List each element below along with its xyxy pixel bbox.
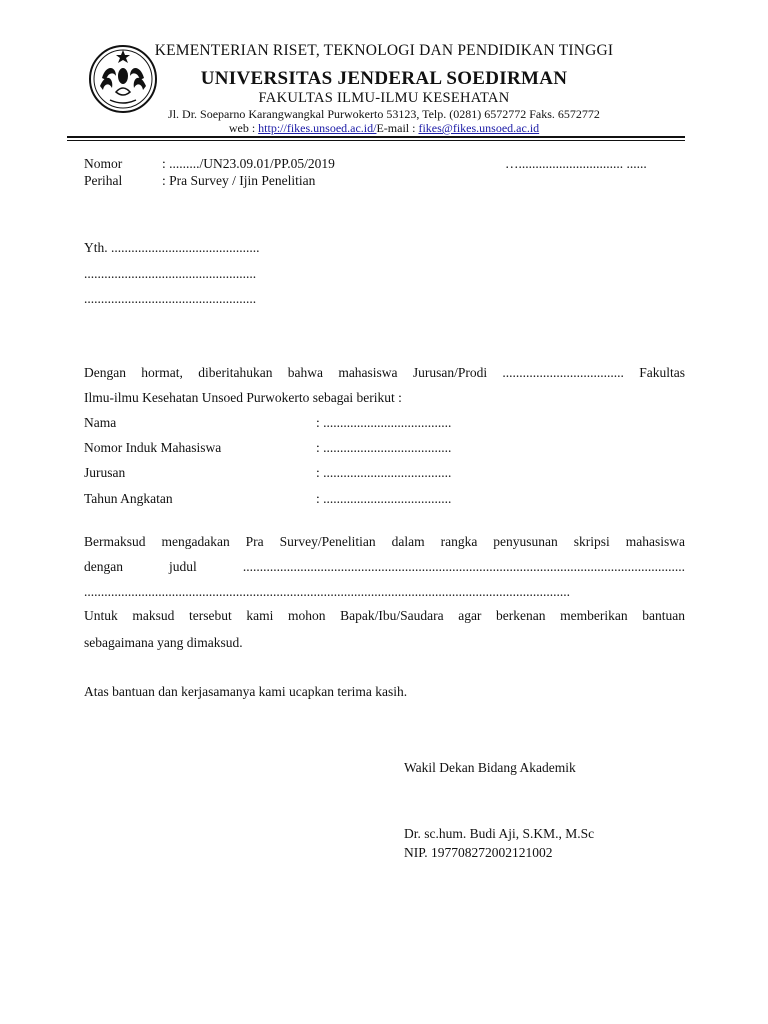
web-link[interactable]: http://fikes.unsoed.ac.id/: [258, 121, 377, 135]
signatory-nip: NIP. 197708272002121002: [404, 845, 553, 860]
date-placeholder: …............................... ......: [505, 156, 647, 171]
email-label: E-mail :: [376, 121, 419, 135]
email-link[interactable]: fikes@fikes.unsoed.ac.id: [418, 121, 540, 135]
letterhead-divider-thick: [67, 136, 685, 138]
intro-line-2: Ilmu-ilmu Kesehatan Unsoed Purwokerto sebagai berikut :: [84, 390, 402, 405]
field-label-angkatan: Tahun Angkatan: [84, 491, 173, 506]
intro-line-1: Dengan hormat, diberitahukan bahwa mahasiswa Jurusan/Prodi .................................... Fakultas: [84, 365, 685, 380]
signatory-name: Dr. sc.hum. Budi Aji, S.KM., M.Sc: [404, 826, 595, 841]
field-value-angkatan: : ......................................: [316, 491, 452, 506]
web-label: web :: [228, 121, 259, 135]
request-line-2: sebagaimana yang dimaksud.: [84, 635, 243, 650]
faculty-name: FAKULTAS ILMU-ILMU KESEHATAN: [258, 90, 510, 106]
university-name: UNIVERSITAS JENDERAL SOEDIRMAN: [200, 68, 568, 89]
field-label-nama: Nama: [84, 415, 117, 430]
nomor-label: Nomor: [84, 156, 123, 171]
field-value-nim: : ......................................: [316, 440, 452, 455]
nomor-value: : ........./UN23.09.01/PP.05/2019: [162, 156, 335, 171]
field-value-nama: : ......................................: [316, 415, 452, 430]
request-line-1: Untuk maksud tersebut kami mohon Bapak/Ibu/Saudara agar berkenan memberikan bantuan: [84, 608, 685, 623]
letterhead-divider-thin: [67, 140, 685, 141]
perihal-value: : Pra Survey / Ijin Penelitian: [162, 173, 316, 188]
faculty-address: Jl. Dr. Soeparno Karangwangkal Purwokerto 53123, Telp. (0281) 6572772 Faks. 6572772: [168, 107, 600, 121]
recipient-line-1: Yth. ............................................: [84, 240, 260, 255]
field-value-jurusan: : ......................................: [316, 465, 452, 480]
perihal-label: Perihal: [84, 173, 123, 188]
field-label-nim: Nomor Induk Mahasiswa: [84, 440, 222, 455]
purpose-line-1: Bermaksud mengadakan Pra Survey/Penelitian dalam rangka penyusunan skripsi mahasiswa: [84, 534, 685, 549]
recipient-line-3: ...................................................: [84, 291, 257, 306]
recipient-line-2: ...................................................: [84, 266, 257, 281]
signatory-title: Wakil Dekan Bidang Akademik: [404, 760, 576, 775]
closing-line: Atas bantuan dan kerjasamanya kami ucapkan terima kasih.: [84, 684, 408, 699]
field-label-jurusan: Jurusan: [84, 465, 126, 480]
contact-line: [0, 121, 768, 136]
purpose-line-2: dengan judul ...................................................................................................................................: [84, 559, 685, 574]
purpose-line-3: ................................................................................................................................................: [84, 584, 570, 599]
ministry-name: KEMENTERIAN RISET, TEKNOLOGI DAN PENDIDIKAN TINGGI: [154, 42, 614, 59]
